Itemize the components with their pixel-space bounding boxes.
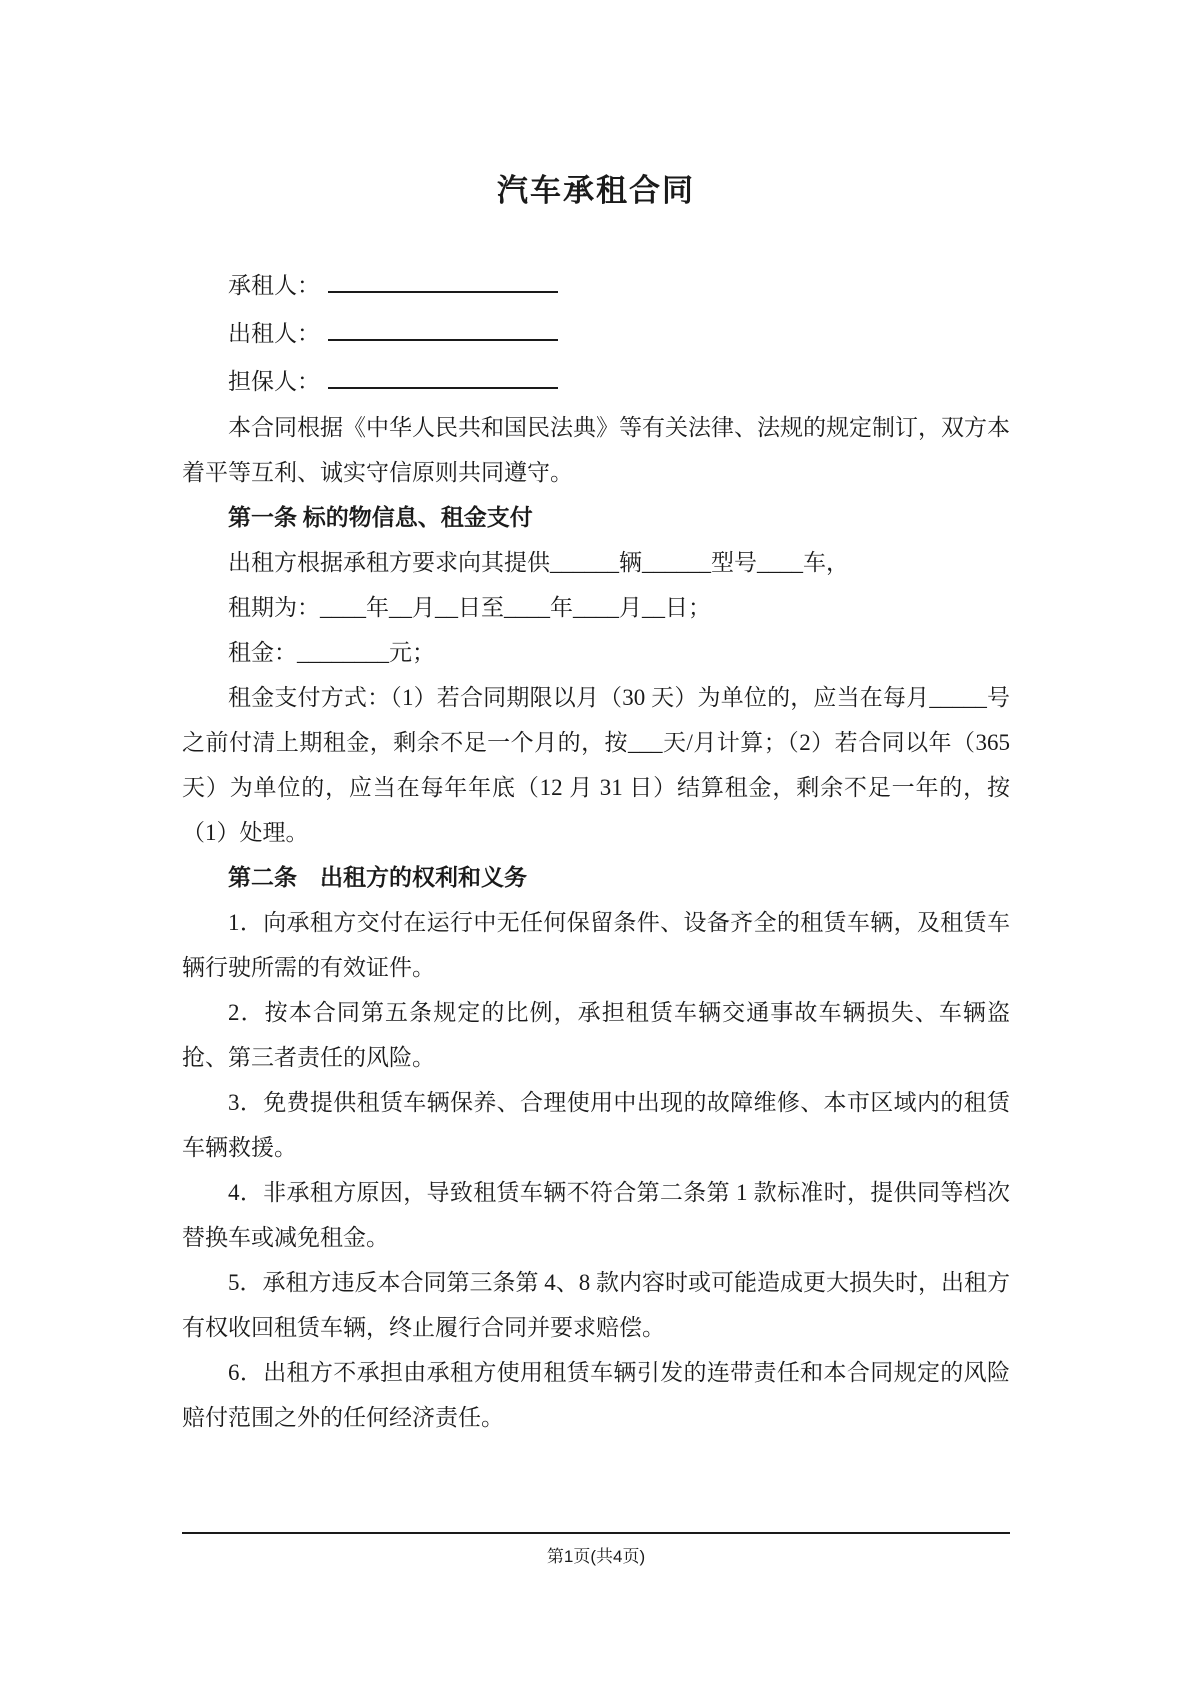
contract-body	[182, 405, 1010, 1440]
fill-in-blank-guarantor	[328, 353, 558, 389]
intro-paragraph: 本合同根据《中华人民共和国民法典》等有关法律、法规的规定制订，双方本着平等互利、诚实守信原则共同遵守。	[182, 415, 1010, 485]
fill-in-blank-lessor	[328, 305, 558, 341]
party-label-guarantor: 担保人：	[228, 369, 320, 394]
article1-vehicle-info-paragraph: 出租方根据承租方要求向其提供______辆______型号____车，	[228, 550, 849, 575]
article2-item-5: 5．承租方违反本合同第三条第 4、8 款内容时或可能造成更大损失时，出租方有权收回租赁车辆，终止履行合同并要求赔偿。	[182, 1270, 1010, 1340]
page-content	[182, 0, 1010, 1440]
article2-item-2: 2．按本合同第五条规定的比例，承担租赁车辆交通事故车辆损失、车辆盗抢、第三者责任的风险。	[182, 1000, 1010, 1070]
parties-block	[182, 257, 1010, 401]
article2-item-4: 4．非承租方原因，导致租赁车辆不符合第二条第 1 款标准时，提供同等档次替换车或减免租金。	[182, 1180, 1010, 1250]
party-label-lessor: 出租人：	[228, 321, 320, 346]
article1-rent-amount-paragraph: 租金：________元；	[228, 640, 435, 665]
article2-item-6: 6．出租方不承担由承租方使用租赁车辆引发的连带责任和本合同规定的风险赔付范围之外的任何经济责任。	[182, 1360, 1010, 1430]
page-footer	[182, 1532, 1010, 1568]
party-row-guarantor	[182, 353, 1010, 401]
party-label-lessee: 承租人：	[228, 273, 320, 298]
document-title: 汽车承租合同	[497, 173, 695, 208]
article2-heading: 第二条 出租方的权利和义务	[228, 865, 527, 890]
fill-in-blank-lessee	[328, 257, 558, 293]
party-row-lessor	[182, 305, 1010, 353]
article2-item-1: 1．向承租方交付在运行中无任何保留条件、设备齐全的租赁车辆，及租赁车辆行驶所需的有效证件。	[182, 910, 1010, 980]
article1-lease-term-paragraph: 租期为：____年__月__日至____年____月__日；	[228, 595, 711, 620]
article1-payment-method-paragraph: 租金支付方式：（1）若合同期限以月（30 天）为单位的，应当在每月_____号之前付清上期租金，剩余不足一个月的，按___天/月计算；（2）若合同以年（365 天）为单位的，应当在每年年底（12 月 31 日）结算租金，剩余不足一年的，按（1）处理。	[182, 685, 1010, 845]
article1-heading: 第一条 标的物信息、租金支付	[228, 505, 533, 530]
article2-item-3: 3．免费提供租赁车辆保养、合理使用中出现的故障维修、本市区域内的租赁车辆救援。	[182, 1090, 1010, 1160]
party-row-lessee	[182, 257, 1010, 305]
footer-page-number: 第1页(共4页)	[546, 1547, 646, 1566]
